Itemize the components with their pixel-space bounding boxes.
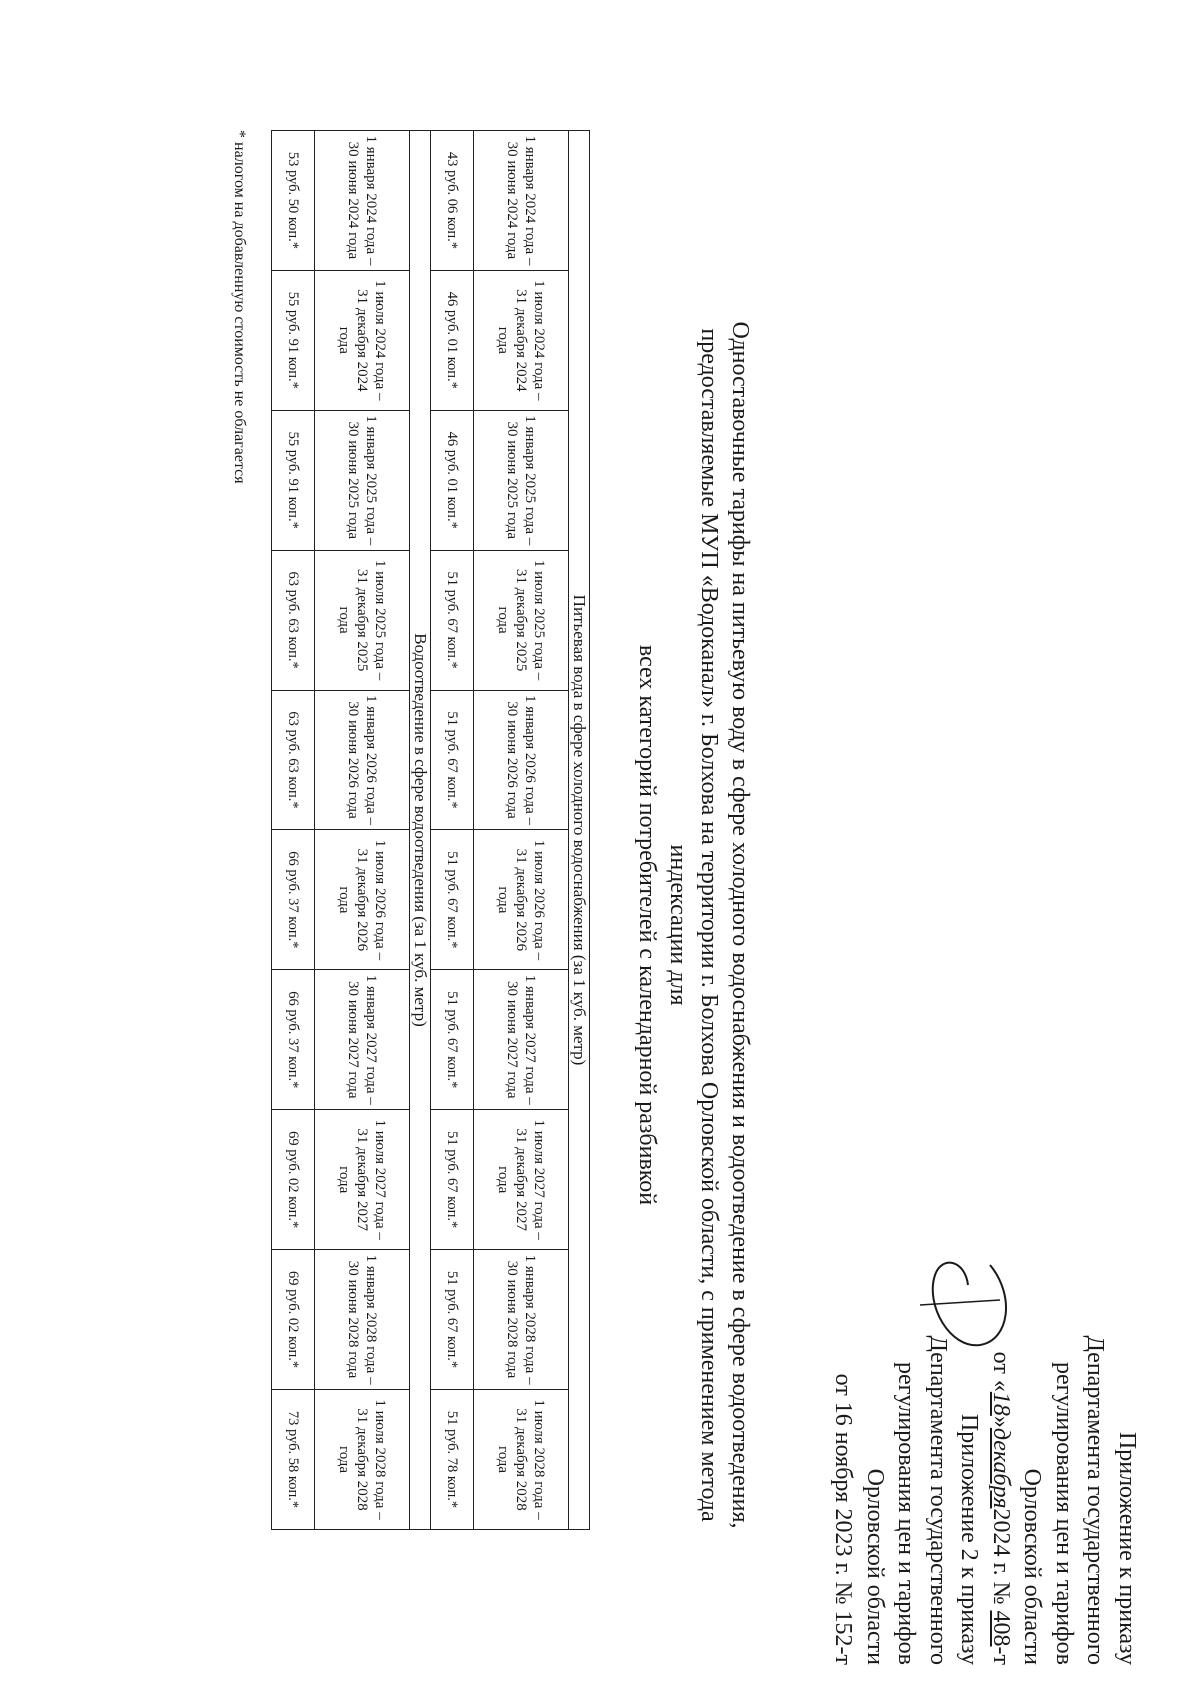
section-row	[410, 131, 431, 1530]
period-cell: 1 января 2027 года – 30 июня 2027 года	[315, 970, 410, 1110]
period-cell: 1 июля 2028 года – 31 декабря 2028 года	[315, 1390, 410, 1530]
period-cell: 1 июля 2028 года – 31 декабря 2028 года	[474, 1390, 569, 1530]
water-price-cell: 51 руб. 67 коп.*	[431, 1250, 474, 1390]
header-line: Департамента государственного	[1082, 1335, 1109, 1665]
water-price-cell: 51 руб. 78 коп.*	[431, 1390, 474, 1530]
water-price-cell: 46 руб. 01 коп.*	[431, 270, 474, 410]
period-cell: 1 января 2027 года – 30 июня 2027 года	[474, 970, 569, 1110]
period-cell: 1 января 2026 года – 30 июня 2026 года	[474, 690, 569, 830]
period-cell: 1 июля 2024 года – 31 декабря 2024 года	[474, 270, 569, 410]
period-cell: 1 июля 2027 года – 31 декабря 2027 года	[315, 1110, 410, 1250]
period-cell: 1 января 2025 года – 30 июня 2025 года	[474, 410, 569, 550]
sewer-price-cell: 66 руб. 37 коп.*	[272, 830, 315, 970]
document-title	[631, 275, 755, 1575]
water-section-header: Питьевая вода в сфере холодного водоснабжения (за 1 куб. метр)	[569, 131, 590, 1530]
water-price-cell: 51 руб. 67 коп.*	[431, 830, 474, 970]
handwritten-order-number: 408	[988, 1610, 1014, 1647]
signature-mark	[910, 1245, 1020, 1365]
period-cell: 1 июля 2025 года – 31 декабря 2025 года	[315, 550, 410, 690]
sewer-price-cell: 66 руб. 37 коп.*	[272, 970, 315, 1110]
sewer-price-cell: 69 руб. 02 коп.*	[272, 1110, 315, 1250]
vat-footnote: * налогом на добавленную стоимость не облагается	[231, 130, 248, 484]
sewer-price-cell: 55 руб. 91 коп.*	[272, 410, 315, 550]
price-row	[431, 131, 474, 1530]
header-line: регулирования цен и тарифов	[893, 1362, 920, 1665]
sewer-section-header: Водоотведение в сфере водоотведения (за 1 куб. метр)	[410, 131, 431, 1530]
sewer-price-cell: 69 руб. 02 коп.*	[272, 1250, 315, 1390]
date-prefix: от «	[988, 1351, 1014, 1392]
period-cell: 1 июля 2024 года – 31 декабря 2024 года	[315, 270, 410, 410]
sewer-price-cell: 55 руб. 91 коп.*	[272, 270, 315, 410]
header-line: Приложение к приказу	[1114, 1431, 1140, 1665]
section-row	[569, 131, 590, 1530]
period-row	[474, 131, 569, 1530]
water-price-cell: 51 руб. 67 коп.*	[431, 550, 474, 690]
water-price-cell: 51 руб. 67 коп.*	[431, 1110, 474, 1250]
title-line: Одноставочные тарифы на питьевую воду в сфере холодного водоснабжения и водоотведение в сфере водоотведения,	[727, 321, 753, 1529]
header-line: Департамента государственного	[925, 1335, 951, 1665]
period-cell: 1 июля 2026 года – 31 декабря 2026 года	[315, 830, 410, 970]
period-cell: 1 июля 2025 года – 31 декабря 2025 года	[474, 550, 569, 690]
header-line: от 16 ноября 2023 г. № 152-т	[830, 1373, 857, 1665]
period-cell: 1 января 2025 года – 30 июня 2025 года	[315, 410, 410, 550]
period-cell: 1 января 2024 года – 30 июня 2024 года	[315, 131, 410, 271]
tariff-table	[271, 130, 590, 1530]
header-line: Орловской области	[862, 1468, 888, 1665]
period-row	[315, 131, 410, 1530]
handwritten-day: 18	[988, 1391, 1014, 1416]
sewer-price-cell: 73 руб. 58 коп.*	[272, 1390, 315, 1530]
price-row	[272, 131, 315, 1530]
water-price-cell: 51 руб. 67 коп.*	[431, 690, 474, 830]
header-line: Орловской области	[1019, 1468, 1046, 1665]
water-price-cell: 51 руб. 67 коп.*	[431, 970, 474, 1110]
sewer-price-cell: 63 руб. 63 коп.*	[272, 550, 315, 690]
sewer-price-cell: 63 руб. 63 коп.*	[272, 690, 315, 830]
period-cell: 1 июля 2026 года – 31 декабря 2026 года	[474, 830, 569, 970]
tariff-table-body	[272, 131, 590, 1530]
handwritten-month: декабря	[988, 1427, 1014, 1509]
water-price-cell: 46 руб. 01 коп.*	[431, 410, 474, 550]
period-cell: 1 января 2028 года – 30 июня 2028 года	[474, 1250, 569, 1390]
water-price-cell: 43 руб. 06 коп.*	[431, 131, 474, 271]
period-cell: 1 января 2024 года – 30 июня 2024 года	[474, 131, 569, 271]
date-mid: »	[988, 1415, 1014, 1428]
order-suffix: -т	[988, 1646, 1014, 1665]
sewer-price-cell: 53 руб. 50 коп.*	[272, 131, 315, 271]
period-cell: 1 июля 2027 года – 31 декабря 2027 года	[474, 1110, 569, 1250]
header-line: регулирования цен и тарифов	[1051, 1362, 1077, 1665]
period-cell: 1 января 2026 года – 30 июня 2026 года	[315, 690, 410, 830]
title-line: всех категорий потребителей с календарной разбивкой	[634, 644, 660, 1206]
period-cell: 1 января 2028 года – 30 июня 2028 года	[315, 1250, 410, 1390]
header-line: Приложение 2 к приказу	[956, 1413, 983, 1665]
title-line: предоставляемые МУП «Водоканал» г. Болхова на территории г. Болхова Орловской области, с применением метода индексации для	[665, 328, 722, 1522]
date-year: 2024 г. №	[988, 1508, 1014, 1605]
